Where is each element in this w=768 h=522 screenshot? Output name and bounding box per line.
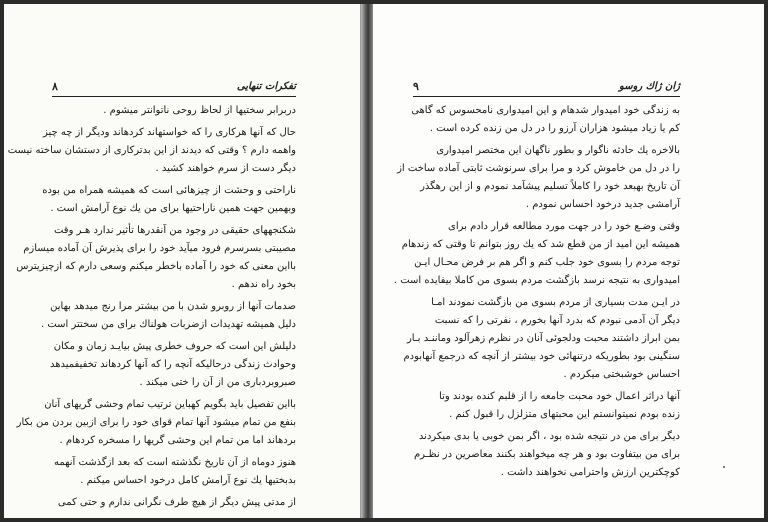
text-line: بااین معنی که خود را آماده باخطر میکنم وسعی دارم که ازچیزیترس (16, 261, 296, 272)
text-line: همیشه این امید از من قطع شد که یك روز بتوانم تا وقتی که زندهام (401, 239, 680, 250)
text-line: توجه مردم را بسوی خود جلب کنم و اگر هم بر فرض محـال ایـن (414, 257, 680, 268)
right-header-rule (413, 96, 680, 97)
right-header-title: ژان ژاك روسو (619, 81, 680, 92)
paragraph (52, 102, 296, 120)
text-line: دیگر آن آدمی نبودم که بدرد آنها بخورم ، نفرتی را که نسبت (434, 315, 680, 326)
left-header-rule (52, 96, 296, 97)
paragraph (393, 218, 680, 290)
text-line: دیگر برای من در نتیجه شده بود ، اگر بمن خوبی یا بدی میکردند (418, 431, 680, 442)
text-line: بدبختیها یك نوع آرامش کامل درخود احساس میکنم . (80, 475, 296, 486)
text-line: امیدواری به نتیجه نرسد بازگشت مردم بسوی من کاملا بیفایده است . (393, 275, 680, 286)
text-line: برای من بیتفاوت بود و هر چه میخواهند بکنند معاصرین در نظـرم (413, 449, 680, 460)
text-line: به زندگی خود امیدوار شدهام و این امیدواری نامحسوس که گاهی (411, 105, 680, 116)
left-header-title: تفکرات تنهایی (236, 81, 296, 92)
text-line: واهمه دارم ؟ وقتی که دیدند از این بدترکاری از دستشان ساخته نیست (7, 145, 296, 156)
text-line: صبروبردباری من از آن را ختی میکند . (139, 377, 296, 388)
paragraph (7, 124, 296, 178)
text-line: آرامشی جدید درخود احساس نمودم . (525, 199, 680, 210)
text-line: دربرابر سختیها از لحاظ روحی ناتوانتر میشوم . (103, 105, 296, 116)
text-line: بالاخره یك حادثه ناگوار و بطور ناگهان این مختصر امیدواری (436, 145, 680, 156)
text-line: احساس خوشبختی میکردم . (563, 369, 680, 380)
text-line: حال که آنها هرکاری را که خواستهاند کردهاند ودیگر از چه چیز (42, 127, 296, 138)
text-line: وبهمین جهت همین ناراحتیها برای من یك نوع آرامش است . (50, 203, 296, 214)
scan-speck (723, 466, 725, 468)
text-line: آنها دراثر اعمال خود محبت جامعه را از قلبم کنده بودند وتا (439, 391, 680, 402)
paragraph (52, 454, 296, 490)
text-line: بمن ابراز داشتند محبت ودلجوئی آنان در نظرم زهرآلود وماننـد بـار (406, 333, 680, 344)
text-line: کوچکترین ارزش واحترامی نخواهند داشت . (500, 467, 680, 478)
text-line: زنده بودم نمیتوانستم این محبتهای متزلزل را قبول کنم . (449, 409, 680, 420)
paragraph (413, 388, 680, 424)
text-line: در ایـن مدت بسیاری از مردم بسوی من بازگشت نمودند امـا (431, 297, 680, 308)
book-gutter (361, 4, 373, 518)
left-page (4, 4, 361, 518)
paragraph (41, 298, 296, 334)
text-line: ناراحتی و وحشت از چیزهائی است که همیشه همراه من بوده (42, 185, 296, 196)
text-line: مصیبتی بسرسرم فرود میآید خود را برای پذیرش آن آماده میسازم (23, 243, 296, 254)
text-line: دلیل همیشه تهدیدات ازضربات هولناك برای من سختتر است . (41, 319, 296, 330)
text-line: از مدتی پیش دیگر از هیچ طرف نگرانی ندارم و حتی کمی (57, 497, 296, 508)
text-line: صدمات آنها از روبرو شدن با من بیشتر مرا رنج میدهد بهاین (50, 301, 296, 312)
text-line: هنوز دوماه از آن تاریخ نگذشته است که بعد ازگذشت آنهمه (53, 457, 296, 468)
paragraph (16, 222, 296, 294)
paragraph (397, 142, 680, 214)
text-line: بنفع من تمام میشود آنها تمام قوای خود را برای ازبین بردن من بکار (16, 417, 296, 428)
text-line: سنگینی بود بطوریکه درتنهائی خود بیشتر از آنچه که درجمع آنهابودم (403, 351, 680, 362)
paragraph (413, 428, 680, 482)
text-line: وقتی وضـع خود را در جهت مورد مطالعه قرار دادم برای (448, 221, 680, 232)
paragraph (52, 494, 296, 512)
text-line: کم یا زیاد میشود هزاران آرزو را در دل من زنده کرده است . (429, 123, 680, 134)
text-line: شکنجههای حقیقی در وجود من آنقدرها تأثیر ندارد هـر وقت (53, 225, 296, 236)
text-line: وحوادث زندگی درحالیکه آنچه را که آنها کردهاند تخفیفمیدهد (49, 359, 296, 370)
right-body-text (393, 102, 680, 482)
paragraph (413, 102, 680, 138)
right-page-number: ۹ (413, 80, 419, 93)
right-page (373, 4, 764, 518)
text-line: بردهاند اما من تمام این وحشی گریها را مسخره کردهام . (59, 435, 296, 446)
paragraph (42, 182, 296, 218)
text-line: آن تاریخ بهبعد خود را کاملاً تسلیم پیشآمد نمودم و از این رهگذر (420, 181, 680, 192)
text-line: بخود راه ندهم . (231, 279, 296, 290)
text-line: بااین تفصیل باید بگویم کهباین ترتیب تمام وحشی گریهای آنان (44, 399, 296, 410)
paragraph (16, 396, 296, 450)
left-body-text (7, 102, 296, 512)
text-line: دیگر دست از سرم خواهند کشید . (155, 163, 296, 174)
paragraph (403, 294, 680, 384)
text-line: را در دل من خاموش کرد و مرا برای سرنوشت ثابتی آماده ساخت از (397, 163, 680, 174)
paragraph (49, 338, 296, 392)
text-line: دلیلش این است که حروف خطری پیش بیایـد زمان و مکان (53, 341, 296, 352)
left-page-number: ۸ (52, 80, 58, 93)
